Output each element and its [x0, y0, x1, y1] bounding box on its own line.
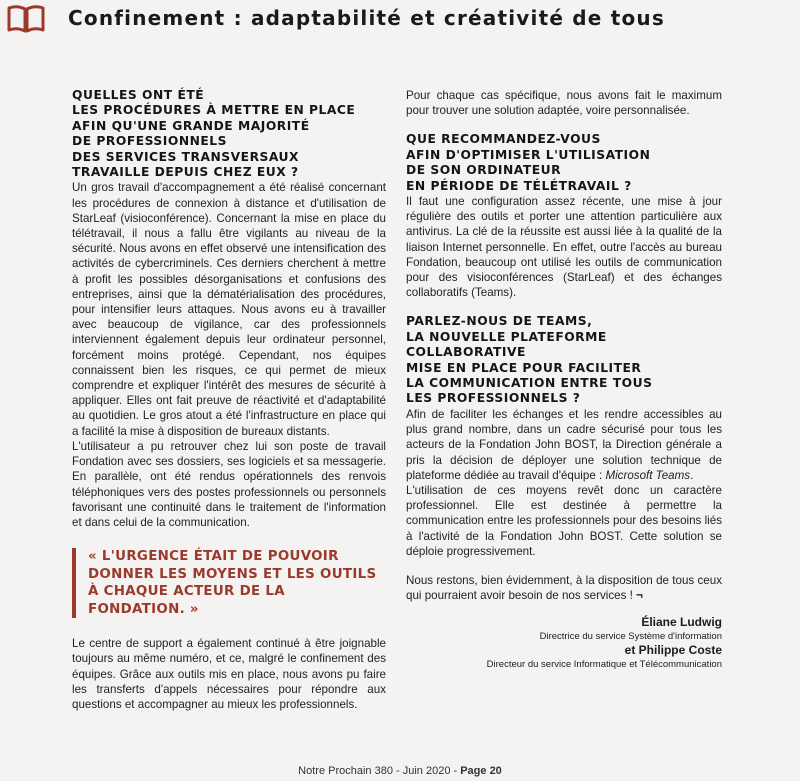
answer-paragraph-6: L'utilisation de ces moyens revêt donc un caractère professionnel. Elle est destinée à permettre la communication entre les professionnels pour des besoins liés à l'activité de la Fondation John BOST. Cette solution se déploie progressivement.	[406, 483, 722, 558]
left-column	[72, 88, 386, 712]
signature-block	[406, 615, 722, 671]
end-mark: ¬	[636, 589, 643, 603]
signature-role-1: Directrice du service Système d'information	[539, 631, 722, 643]
page-header	[0, 0, 800, 40]
question-2: QUE RECOMMANDEZ-VOUS AFIN D'OPTIMISER L'UTILISATION DE SON ORDINATEUR EN PÉRIODE DE TÉLÉTRAVAIL ?	[406, 132, 651, 193]
question-3: PARLEZ-NOUS DE TEAMS, LA NOUVELLE PLATEFORME COLLABORATIVE MISE EN PLACE POUR FACILITER LA COMMUNICATION ENTRE TOUS LES PROFESSIONNELS ?	[406, 314, 653, 406]
answer-paragraph-4: Il faut une configuration assez récente, une mise à jour régulière des outils et porter une attention particulière aux antivirus. La clé de la réussite est aussi liée à la qualité de la liaison Internet personnelle. En effet, outre l'accès au bureau Fondation, beaucoup ont utilisé les outils de communication pour des visioconférences (StarLeaf) et des échanges collaboratifs (Teams).	[406, 195, 722, 300]
question-1: QUELLES ONT ÉTÉ LES PROCÉDURES À METTRE EN PLACE AFIN QU'UNE GRANDE MAJORITÉ DE PROFESSIONNELS DES SERVICES TRANSVERSAUX TRAVAILLE DEPUIS CHEZ EUX ?	[72, 88, 356, 180]
teams-name: Microsoft Teams	[605, 468, 691, 482]
page-number: Page 20	[460, 765, 502, 777]
page-footer: Notre Prochain 380 - Juin 2020 - Page 20	[298, 765, 502, 777]
signature-name-2: et Philippe Coste	[624, 643, 722, 658]
right-column	[406, 88, 722, 671]
answer-paragraph-5: Afin de faciliter les échanges et les rendre accessibles au plus grand nombre, dans un cadre sécurisé pour tous les acteurs de la Fondation John BOST, la Direction générale a pris la décision de déployer une solution technique de plateforme dédiée au travail d'équipe : Microsoft Teams.	[406, 407, 722, 482]
signature-role-2: Directeur du service Informatique et Télécommunication	[486, 659, 722, 671]
intro-paragraph: Pour chaque cas spécifique, nous avons fait le maximum pour trouver une solution adaptée, voire personnalisée.	[406, 89, 722, 118]
open-book-icon	[6, 4, 46, 34]
pull-quote: « L'URGENCE ÉTAIT DE POUVOIR DONNER LES MOYENS ET LES OUTILS À CHAQUE ACTEUR DE LA FONDATION. »	[72, 548, 386, 618]
page-title: Confinement : adaptabilité et créativité de tous	[68, 6, 665, 30]
answer-paragraph-2: L'utilisateur a pu retrouver chez lui son poste de travail Fondation avec ses dossiers, ses logiciels et sa messagerie. En parallèle, ont été rendus opérationnels des renvois téléphoniques vers des postes professionnels ou personnels favorisant une continuité dans le traitement de l'information et dans celui de la communication.	[72, 439, 386, 529]
signature-name-1: Éliane Ludwig	[641, 615, 722, 630]
closing-paragraph: Nous restons, bien évidemment, à la disposition de tous ceux qui pourraient avoir besoin de nos services ! ¬	[406, 573, 722, 603]
answer-paragraph-1: Un gros travail d'accompagnement a été réalisé concernant les procédures de connexion à distance et d'utilisation de StarLeaf (visioconférence). Concernant la mise en place du télétravail, il nous a fallu être vigilants au niveau de la sécurité. Nous avons en effet observé une intensification des activités de cybercriminels. Ces derniers cherchent à mettre à profit les possibles désorganisations et confusions des entreprises, ainsi que la dématérialisation des procédures, pour intensifier leurs attaques. Nous avons eu à travailler avec beaucoup de vigilance, car des professionnels interviennent également depuis leur ordinateur personnel, forcément moins protégé. Cependant, nos équipes connaissent bien les risques, ce qui permet de mieux comprendre et expliquer l'intérêt des mesures de sécurité à appliquer. Elles ont fait preuve de réactivité et d'adaptabilité au quotidien. Le gros atout a été l'infrastructure en place qui a facilité la mise à disposition de bureaux distants.	[72, 181, 386, 438]
answer-paragraph-3: Le centre de support a également continué à être joignable toujours au même numéro, et ce, malgré le confinement des équipes. Grâce aux outils mis en place, nous avons pu faire les transferts d'appels nécessaires pour répondre aux questions et accompagner au mieux les professionnels.	[72, 637, 386, 711]
